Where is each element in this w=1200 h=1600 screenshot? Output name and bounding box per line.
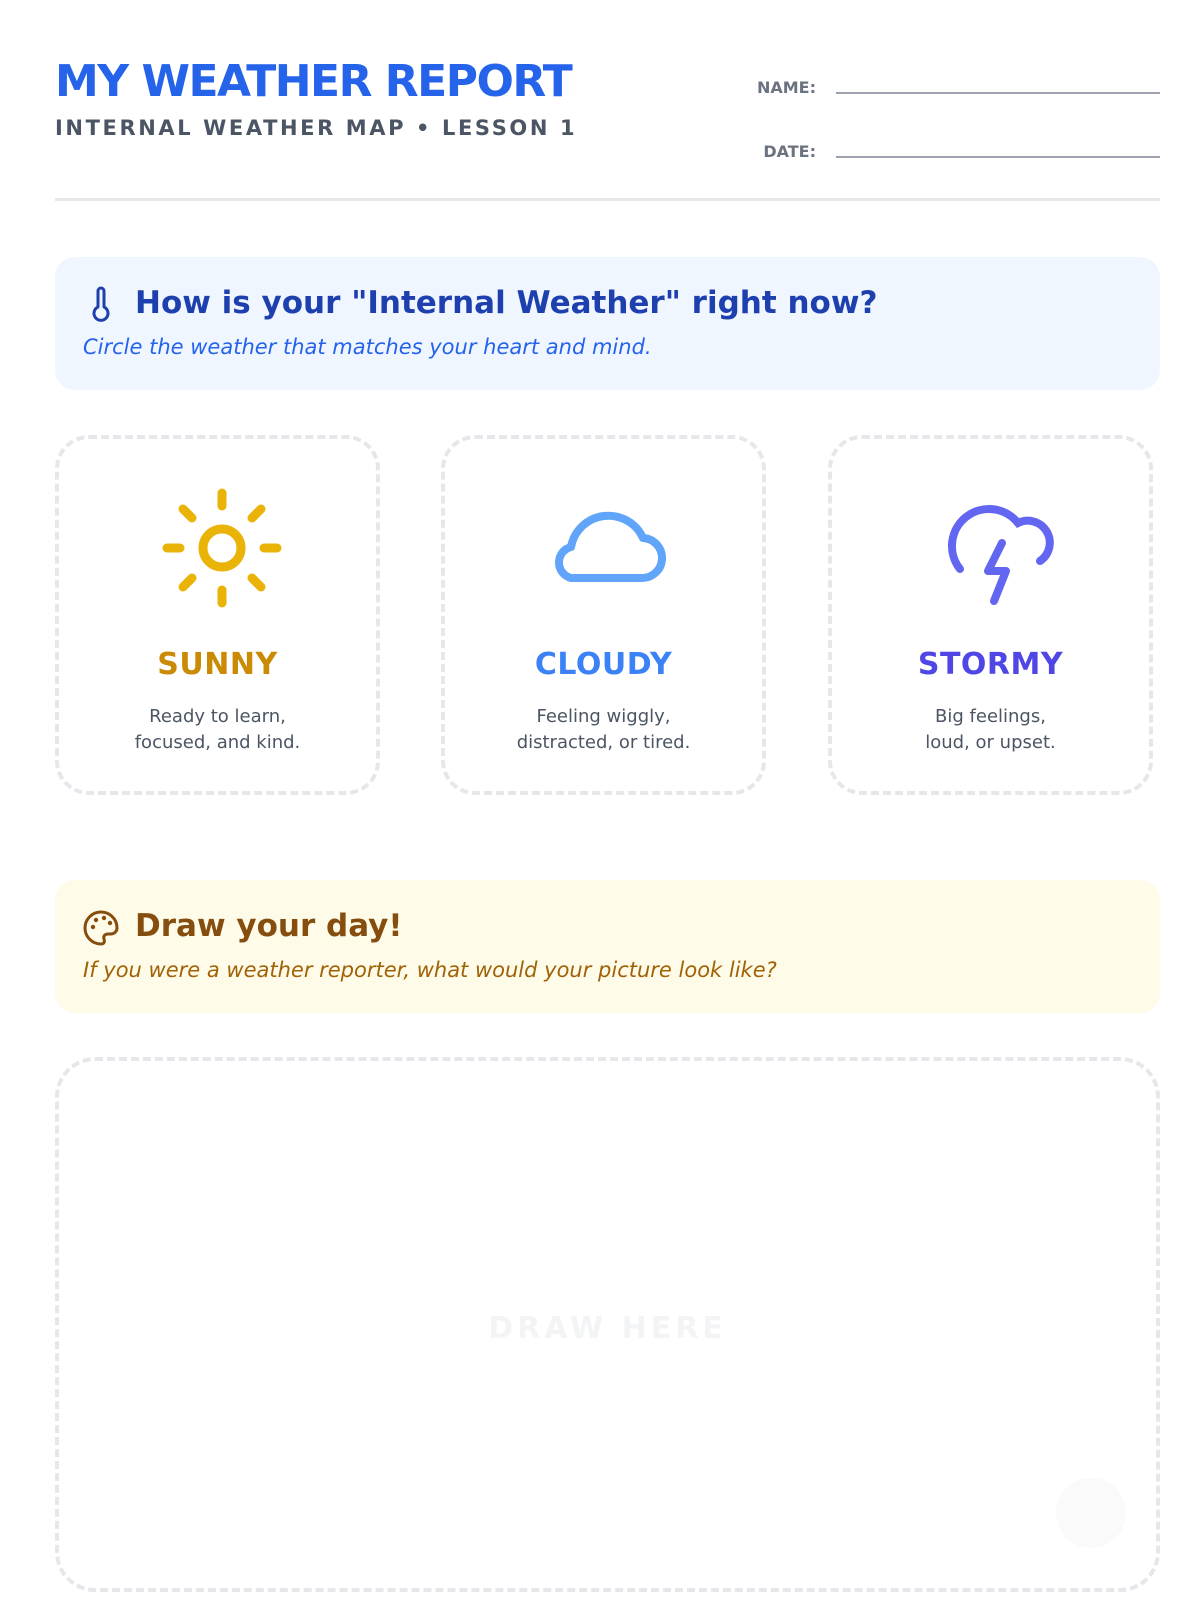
cloudy-label: CLOUDY (534, 647, 673, 682)
draw-your-day-banner (55, 880, 1160, 1013)
weather-option-cloudy[interactable] (441, 435, 766, 795)
date-field[interactable] (836, 156, 1160, 158)
cloudy-description (455, 704, 752, 756)
internal-weather-question-banner (55, 257, 1160, 390)
sunny-desc-line-1: Ready to learn, (149, 706, 286, 727)
page-subtitle: INTERNAL WEATHER MAP • LESSON 1 (55, 116, 578, 140)
sunny-label: SUNNY (157, 647, 278, 682)
draw-instruction: If you were a weather reporter, what would your picture look like? (83, 958, 777, 982)
weather-option-sunny[interactable] (55, 435, 380, 795)
draw-here-hint: DRAW HERE (488, 1311, 727, 1346)
page-title: MY WEATHER REPORT (55, 56, 572, 107)
stormy-description (842, 704, 1139, 756)
draw-heading: Draw your day! (135, 908, 403, 944)
cloudy-desc-line-1: Feeling wiggly, (536, 706, 671, 727)
sunny-description (69, 704, 366, 756)
stormy-desc-line-2: loud, or upset. (925, 732, 1056, 753)
palette-icon (81, 908, 121, 948)
name-field[interactable] (836, 92, 1160, 94)
storm-cloud-icon (930, 483, 1060, 613)
stormy-desc-line-1: Big feelings, (935, 706, 1046, 727)
question-instruction: Circle the weather that matches your heart and mind. (83, 335, 652, 359)
drawing-area[interactable] (55, 1057, 1160, 1592)
sunny-desc-line-2: focused, and kind. (134, 732, 301, 753)
cloudy-desc-line-2: distracted, or tired. (516, 732, 691, 753)
weather-option-stormy[interactable] (828, 435, 1153, 795)
question-heading: How is your "Internal Weather" right now? (135, 285, 878, 321)
sun-icon (157, 483, 287, 613)
date-label: DATE: (763, 142, 816, 161)
stormy-label: STORMY (917, 647, 1064, 682)
cloud-icon (543, 483, 673, 613)
header-divider (55, 198, 1160, 201)
name-label: NAME: (756, 78, 816, 97)
thermometer-icon (81, 285, 121, 325)
corner-decoration (1056, 1478, 1126, 1548)
